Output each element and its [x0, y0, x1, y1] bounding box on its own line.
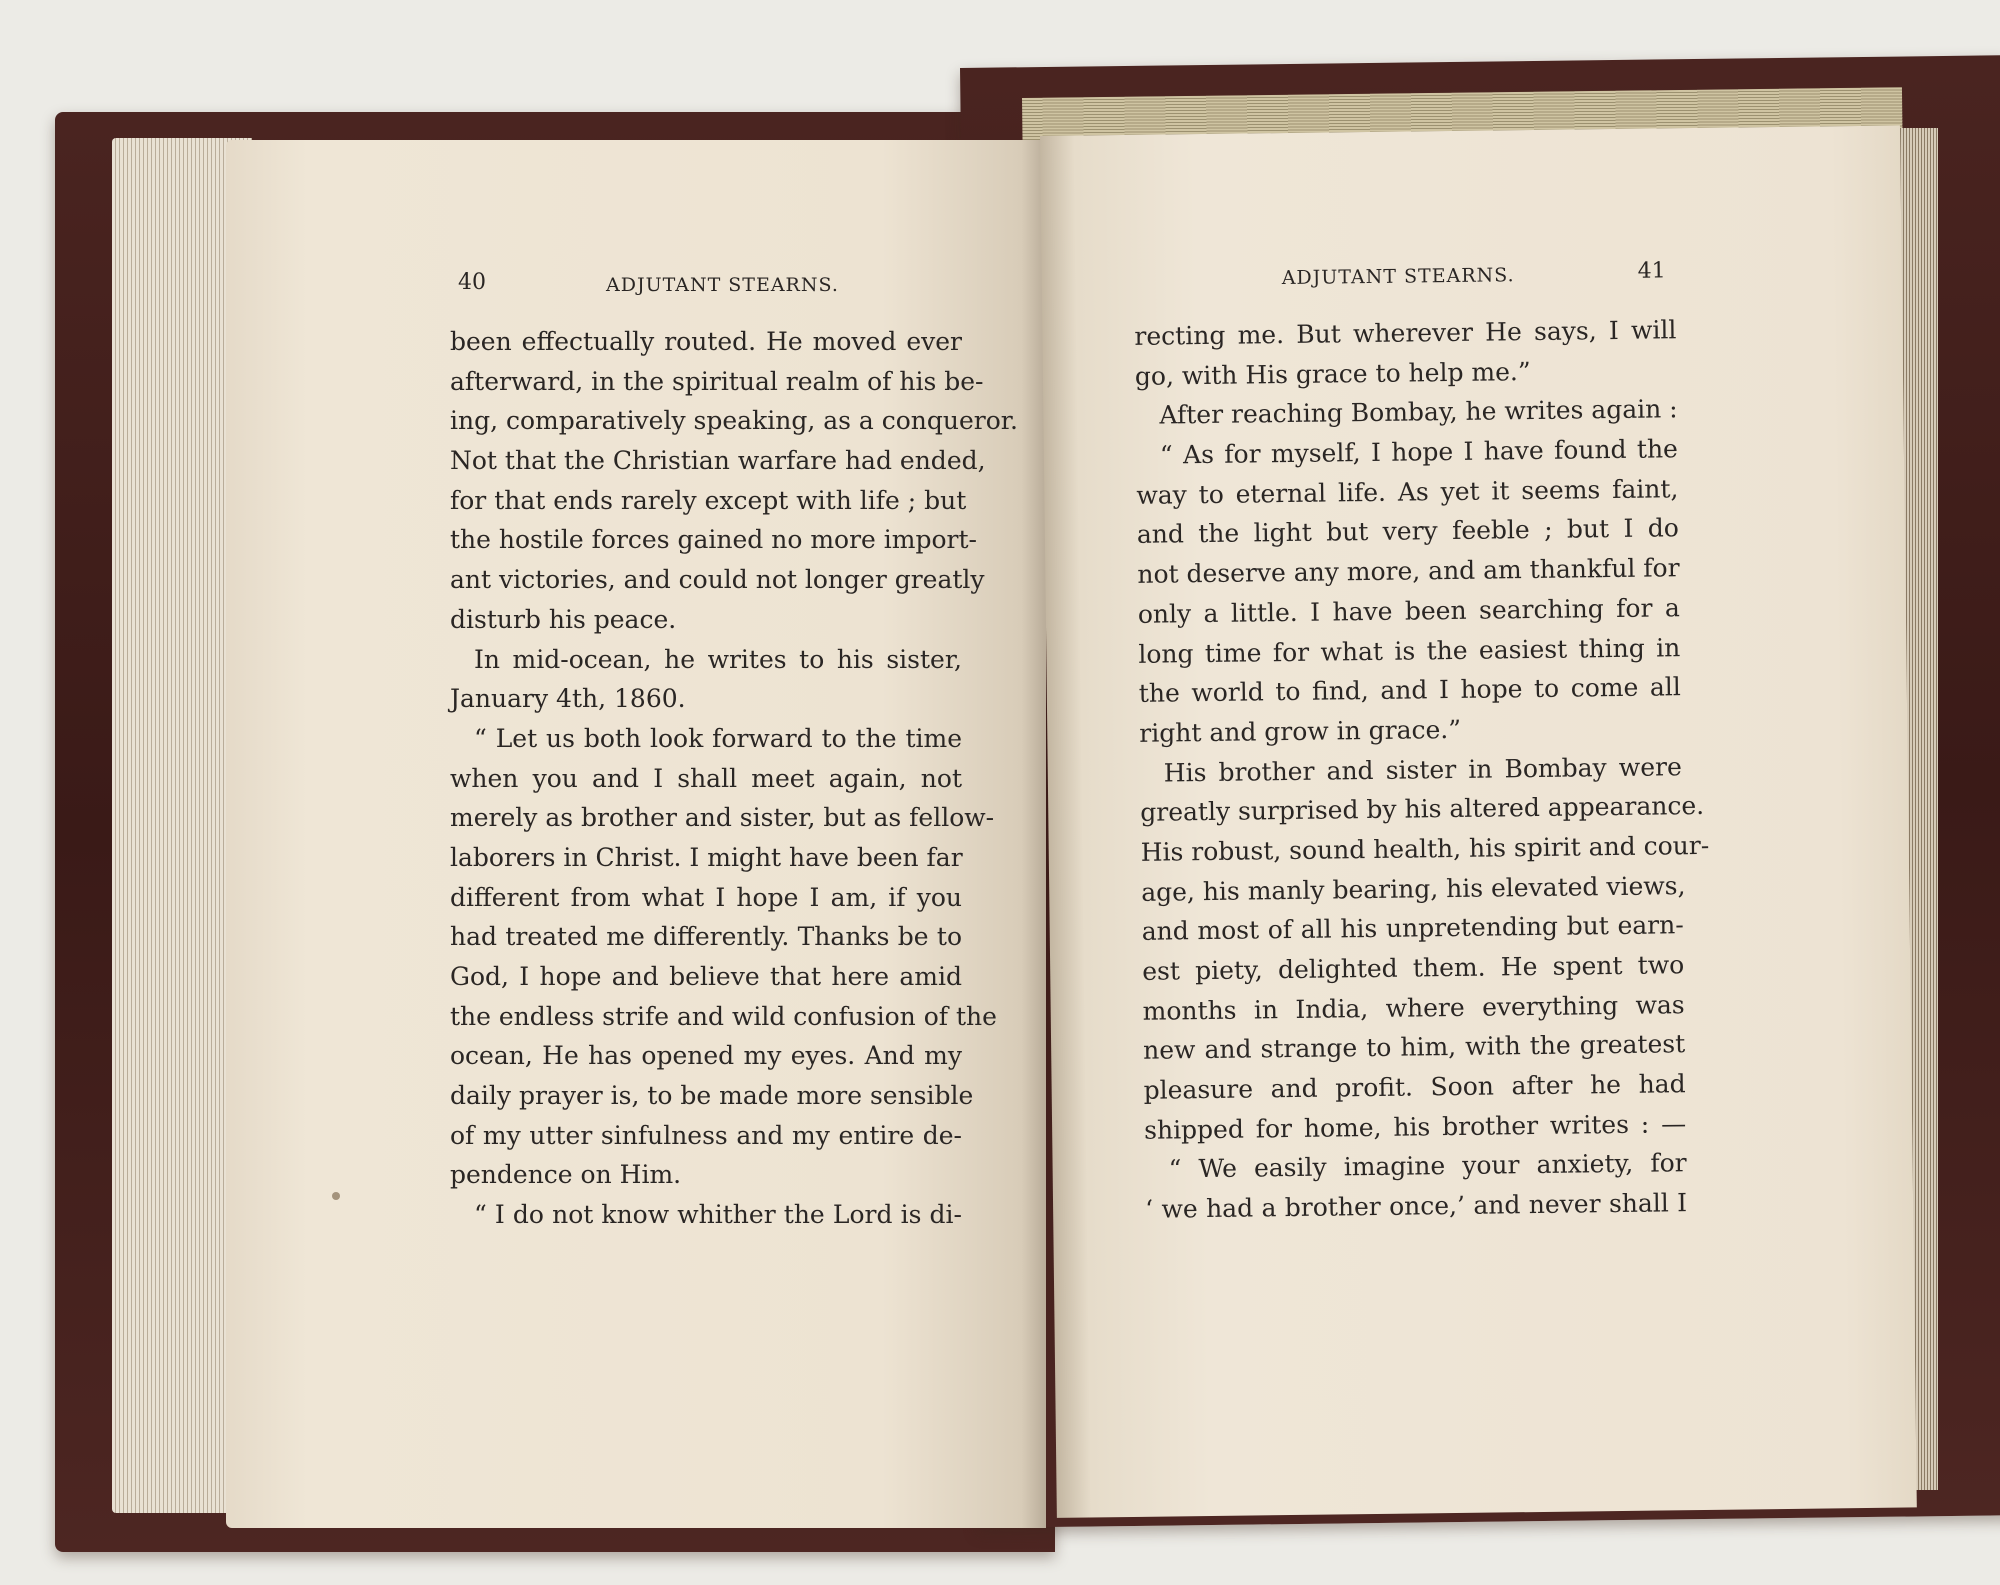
text-line: months in India, where everything was: [1142, 989, 1685, 1026]
text-line: “ I do not know whither the Lord is di-: [474, 1200, 962, 1230]
text-line: disturb his peace.: [450, 604, 677, 634]
text-line: daily prayer is, to be made more sensible: [450, 1081, 974, 1111]
text-line: In mid-ocean, he writes to his sister,: [474, 644, 962, 674]
text-line: “ We easily imagine your anxiety, for: [1168, 1148, 1687, 1184]
text-line: greatly surprised by his altered appearance.: [1140, 791, 1705, 828]
text-line: ing, comparatively speaking, as a conqueror.: [450, 406, 1018, 436]
text-line: ‘ we had a brother once,’ and never shall I: [1144, 1188, 1688, 1224]
text-line: been effectually routed. He moved ever: [450, 327, 962, 356]
text-line: go, with His grace to help me.”: [1134, 356, 1531, 391]
text-line: est piety, delighted them. He spent two: [1142, 950, 1685, 986]
text-line: the hostile forces gained no more import-: [450, 525, 977, 555]
body-text: [1134, 310, 1710, 1229]
text-line: long time for what is the easiest thing in: [1138, 632, 1681, 669]
right-page: [1040, 125, 1917, 1517]
page-number: 40: [458, 270, 486, 295]
text-line: laborers in Christ. I might have been far: [450, 842, 963, 872]
text-line: the endless strife and wild confusion of the: [450, 1001, 997, 1031]
text-line: ant victories, and could not longer greatly: [450, 565, 985, 595]
text-line: recting me. But wherever He says, I will: [1134, 315, 1677, 351]
body-text: [450, 322, 1018, 1235]
text-line: for that ends rarely except with life ; but: [450, 485, 967, 515]
text-line: and most of all his unpretending but earn-: [1141, 910, 1684, 947]
text-line: God, I hope and believe that here amid: [450, 962, 962, 991]
text-line: new and strange to him, with the greatest: [1143, 1029, 1686, 1066]
text-line: and the light but very feeble ; but I do: [1136, 513, 1680, 550]
text-line: His robust, sound health, his spirit and cour-: [1140, 830, 1710, 867]
page-number: 41: [1637, 258, 1666, 284]
text-line: age, his manly bearing, his elevated views,: [1141, 870, 1686, 907]
text-line: only a little. I have been searching for a: [1137, 593, 1680, 629]
text-line: had treated me differently. Thanks be to: [450, 922, 962, 952]
text-line: afterward, in the spiritual realm of his be-: [450, 366, 984, 396]
text-line: Not that the Christian warfare had ended,: [450, 446, 986, 476]
text-line: right and grow in grace.”: [1139, 714, 1462, 748]
text-line: After reaching Bombay, he writes again :: [1159, 394, 1678, 430]
text-line: ocean, He has opened my eyes. And my: [450, 1041, 962, 1071]
text-line: January 4th, 1860.: [450, 684, 686, 714]
text-line: not deserve any more, and am thankful for: [1137, 553, 1680, 589]
text-line: “ Let us both look forward to the time: [474, 723, 962, 753]
left-page: [226, 140, 1046, 1528]
text-line: when you and I shall meet again, not: [450, 763, 962, 793]
text-line: merely as brother and sister, but as fellow-: [450, 803, 995, 833]
text-line: of my utter sinfulness and my entire de-: [450, 1120, 962, 1150]
text-line: shipped for home, his brother writes : —: [1143, 1108, 1687, 1145]
text-line: the world to find, and I hope to come all: [1138, 672, 1681, 709]
running-head: ADJUTANT STEARNS.: [1281, 264, 1515, 290]
text-line: way to eternal life. As yet it seems faint,: [1136, 473, 1679, 510]
text-line: His brother and sister in Bombay were: [1163, 751, 1682, 788]
text-line: pleasure and profit. Soon after he had: [1143, 1069, 1686, 1105]
paper-spot: [332, 1192, 340, 1200]
running-head: ADJUTANT STEARNS.: [606, 274, 839, 296]
text-line: pendence on Him.: [450, 1160, 682, 1190]
text-line: different from what I hope I am, if you: [450, 882, 962, 912]
text-line: “ As for myself, I hope I have found the: [1159, 434, 1679, 470]
